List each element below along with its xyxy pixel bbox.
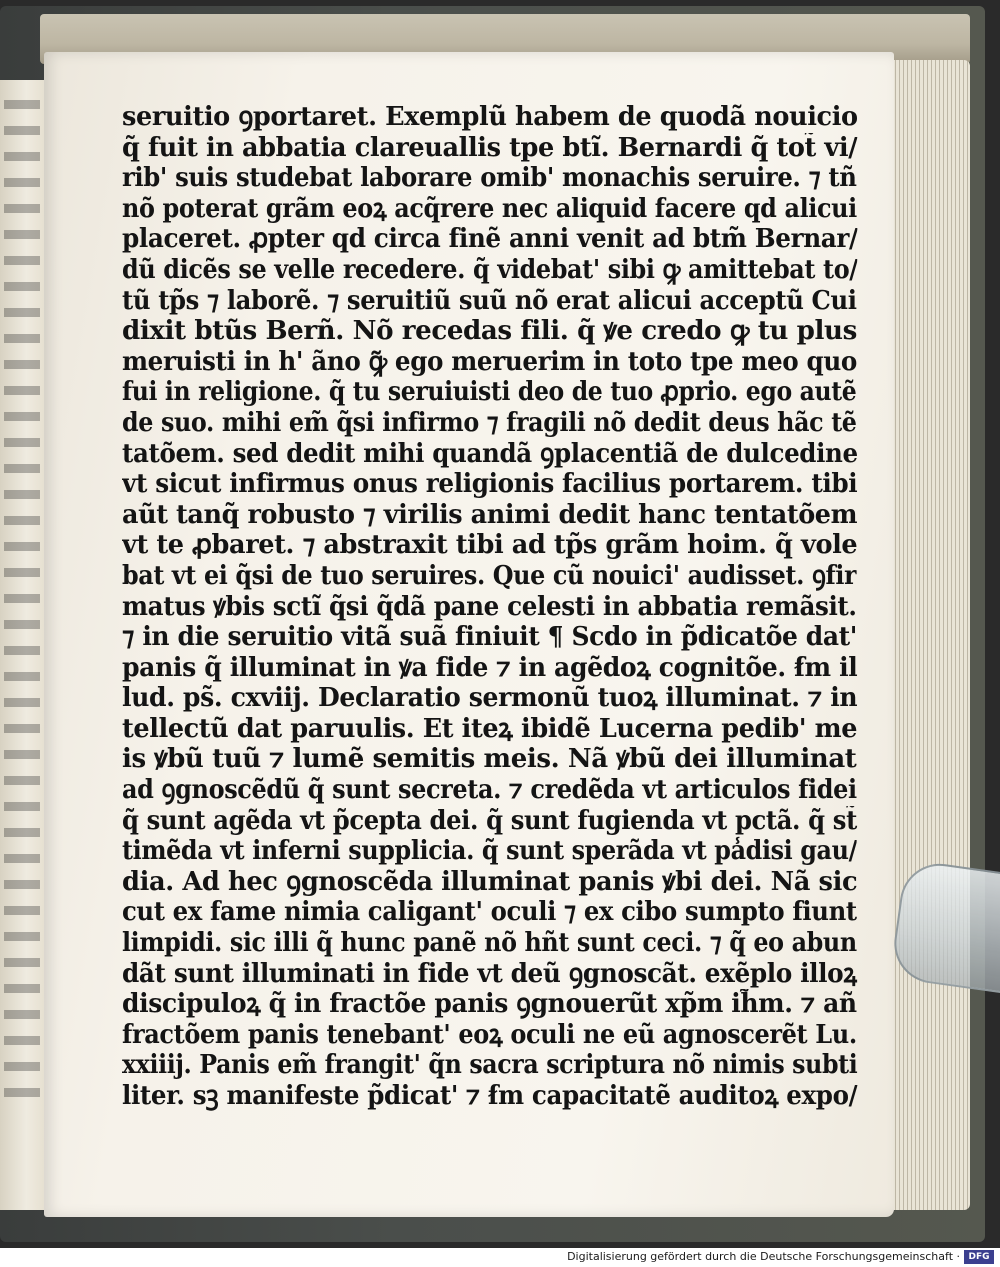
- text-line: ad ꝯgnoscẽdũ q̃ sunt secreta. ⁊ credẽda vt articulos fidei: [122, 775, 857, 806]
- left-page-text-fragments: [4, 100, 40, 1100]
- footer-bar: [0, 1248, 1000, 1267]
- text-line: dia. Ad hec ꝯgnoscẽda illuminat panis ꝟbi dei. Nã sic: [122, 866, 857, 897]
- text-line: discipuloꝝ q̃ in fractõe panis ꝯgnouerũt xp̃m ih̃m. ⁊ añ: [122, 989, 857, 1020]
- dfg-logo: DFG: [964, 1250, 994, 1264]
- text-line: tatõem. sed dedit mihi quandã ꝯplacentiã de dulcedine: [122, 438, 858, 469]
- text-line: timẽda vt inferni supplicia. q̃ sunt sperãda vt pa̾disi gau/: [122, 836, 857, 867]
- text-line: matus ꝟbis sctĩ q̃si q̃dã pane celesti in abbatia remãsit.: [122, 591, 857, 622]
- text-line: lud. ps̃. cxviij. Declaratio sermonũ tuoꝝ illuminat. ⁊ in: [122, 683, 858, 714]
- text-line: q̃ sunt agẽda vt p̃cepta dei. q̃ sunt fugienda vt pctã. q̃ st̃: [122, 805, 857, 836]
- text-line: meruisti in h' ãno ꝙ̃ ego meruerim in toto tpe meo quo: [122, 346, 857, 377]
- text-line: rib' suis studebat laborare omib' monachis seruire. ⁊ tñ: [122, 163, 857, 194]
- book-page: [44, 52, 894, 1217]
- text-line: dũ dicẽs se velle recedere. q̃ videbat' sibi ꝙ amittebat to/: [122, 254, 858, 285]
- text-line: ⁊ in die seruitio vitã suã finiuit ¶ Scdo in p̃dicatõe dat': [122, 622, 858, 653]
- text-line: bat vt ei q̃si de tuo seruires. Que cũ nouici' audisset. ꝯfir: [122, 560, 857, 591]
- text-line: vt te ꝓbaret. ⁊ abstraxit tibi ad tp̃s grãm hoim. q̃ vole: [122, 530, 858, 561]
- text-line: vt sicut infirmus onus religionis facilius portarem. tibi: [122, 469, 858, 500]
- text-line: nõ poterat grãm eoꝝ acq̃rere nec aliquid facere qd alicui: [122, 193, 857, 224]
- footer-credit: Digitalisierung gefördert durch die Deutsche Forschungsgemeinschaft ·: [567, 1250, 960, 1263]
- text-line: aũt tanq̃ robusto ⁊ virilis animi dedit hanc tentatõem: [122, 499, 858, 530]
- text-line: dãt sunt illuminati in fide vt deũ ꝯgnoscãt. exẽplo illoꝝ: [122, 958, 858, 989]
- text-line: fractõem panis tenebant' eoꝝ oculi ne eũ agnoscerẽt Lu.: [122, 1019, 857, 1050]
- text-line: limpidi. sic illi q̃ hunc panẽ nõ hñt sunt ceci. ⁊ q̃ eo abun: [122, 928, 857, 959]
- text-line: de suo. mihi em̃ q̃si infirmo ⁊ fragili nõ dedit deus hãc tẽ: [122, 407, 857, 438]
- text-line: tũ tp̃s ⁊ laborẽ. ⁊ seruitiũ suũ nõ erat alicui acceptũ Cui: [122, 285, 857, 316]
- text-line: q̃ fuit in abbatia clareuallis tpe btĩ. Bernardi q̃ tot̃ vi/: [122, 132, 858, 163]
- text-line: panis q̃ illuminat in ꝟa fide ⁊ in agẽdoꝝ cognitõe. ẜm il: [122, 652, 858, 683]
- text-line: xxiiij. Panis em̃ frangit' q̃n sacra scriptura nõ nimis subti: [122, 1050, 858, 1081]
- text-line: cut ex fame nimia caligant' oculi ⁊ ex cibo sumpto fiunt: [122, 897, 857, 928]
- text-line: tellectũ dat paruulis. Et iteꝝ ibidẽ Lucerna pedib' me: [122, 713, 857, 744]
- text-line: seruitio ꝯportaret. Exemplũ habem de quodã nouicio: [122, 102, 858, 132]
- left-page-edge: [0, 80, 44, 1210]
- text-line: placeret. ꝓpter qd circa finẽ anni venit ad btm̃ Bernar/: [122, 224, 858, 255]
- text-line: fui in religione. q̃ tu seruiuisti deo de tuo ꝓprio. ego autẽ: [122, 377, 857, 408]
- text-line: liter. sꝫ manifeste p̃dicat' ⁊ ẜm capacitatẽ auditoꝝ expo/: [122, 1081, 858, 1111]
- text-line: dixit btũs Berñ. Nõ recedas fili. q̃ ꝟe credo ꝙ tu plus: [122, 316, 857, 347]
- text-line: is ꝟbũ tuũ ⁊ lumẽ semitis meis. Nã ꝟbũ dei illuminat: [122, 744, 857, 775]
- page-text-block: [122, 102, 857, 1112]
